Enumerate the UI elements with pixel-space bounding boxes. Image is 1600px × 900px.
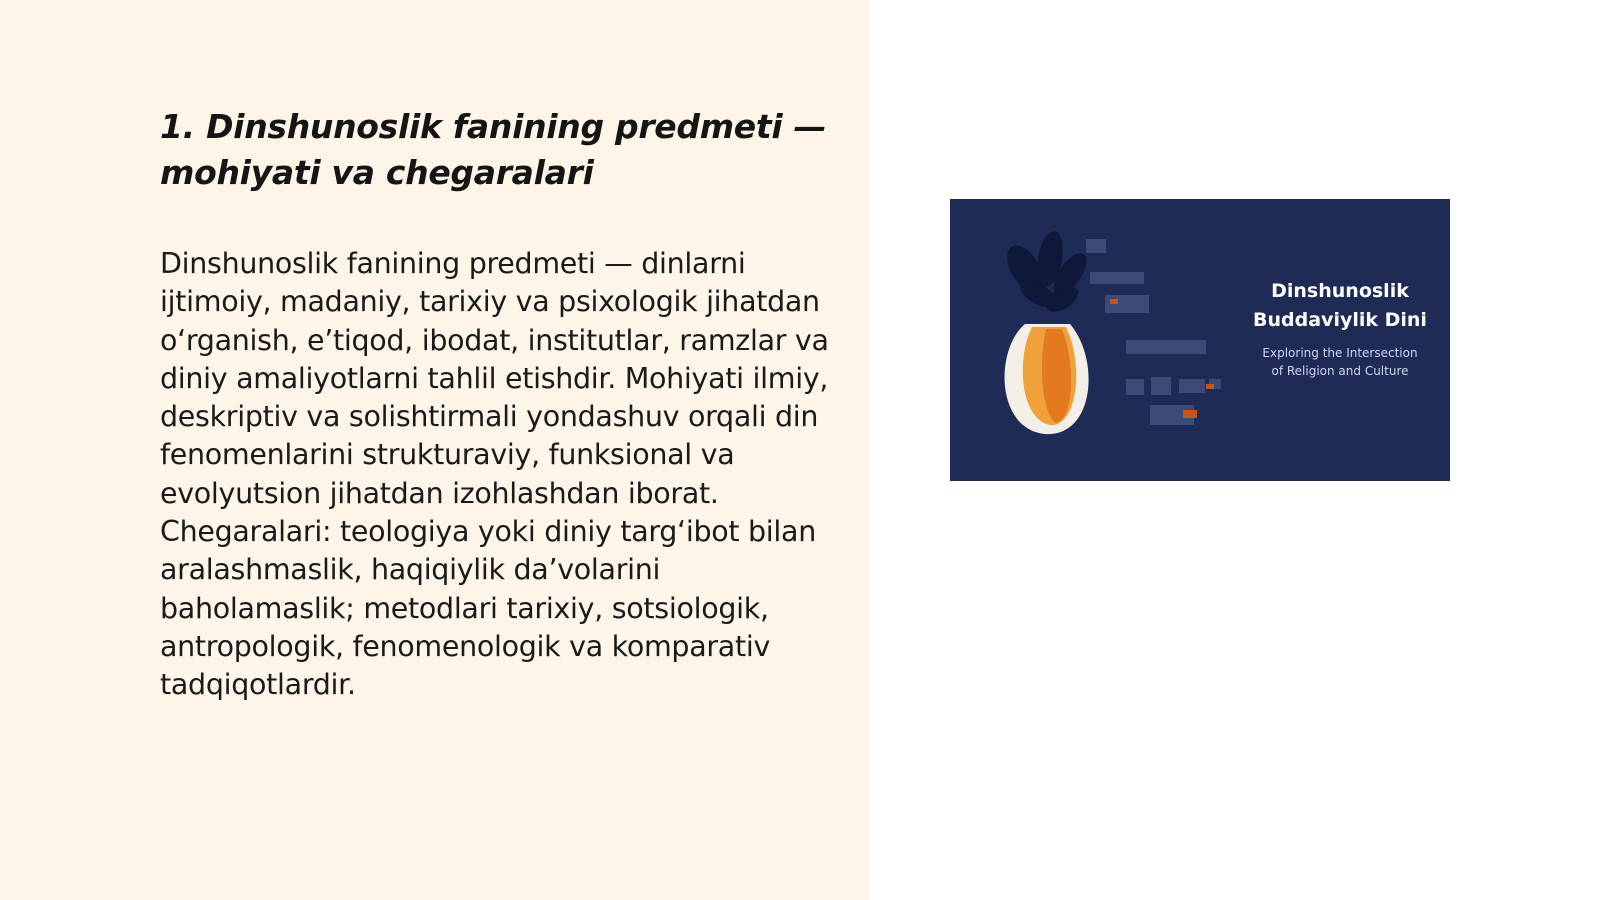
thumbnail-title-line-2: Buddaviylik Dini: [1253, 309, 1427, 331]
slide-title: 1. Dinshunoslik fanining predmeti — mohiyati va chegaralari: [160, 107, 827, 192]
thumbnail-title: [1240, 277, 1440, 335]
presentation-thumbnail: [950, 199, 1450, 481]
thumbnail-subtitle: [1240, 344, 1440, 380]
thumbnail-subtitle-line-1: Exploring the Intersection: [1262, 346, 1418, 360]
thumbnail-subtitle-line-2: of Religion and Culture: [1271, 364, 1409, 378]
slide-body-text: Dinshunoslik fanining predmeti — dinlarni ijtimoiy, madaniy, tarixiy va psixologik jihatdan o‘rganish, e’tiqod, ibodat, institutlar, ramzlar va diniy amaliyotlarni tahlil etishdir. Mohiyati ilmiy, deskriptiv va solishtirmali yondashuv orqali din fenomenlarini strukturaviy, funksional va evolyutsion jihatdan izohlashdan iborat. Chegaralari: teologiya yoki diniy targ‘ibot bilan aralashmaslik, haqiqiylik da’volarini baholamaslik; metodlari tarixiy, sotsiologik, antropologik, fenomenologik va komparativ tadqiqotlardir.: [160, 247, 829, 702]
thumbnail-illustration: [950, 199, 1450, 481]
thumbnail-title-line-1: Dinshunoslik: [1271, 280, 1409, 302]
